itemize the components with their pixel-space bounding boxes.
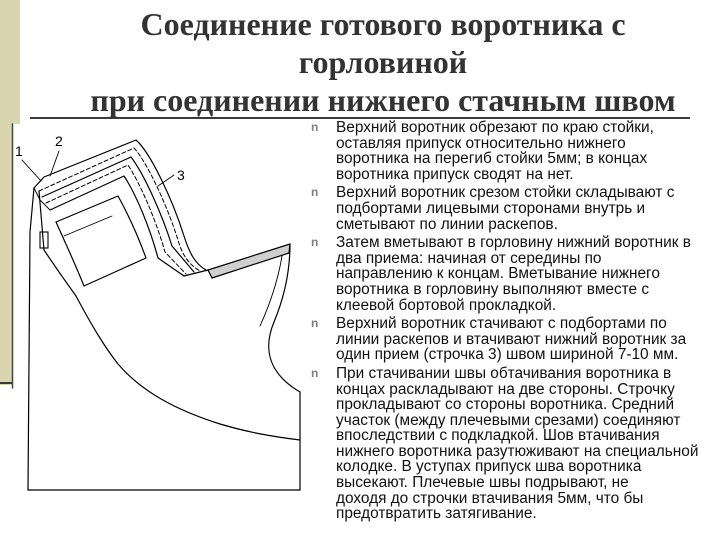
bullet-text-line: линии раскепов и втачивают нижний воротник за (336, 330, 687, 348)
figure-label-3: 3 (177, 167, 185, 183)
bullet-text-line: впоследствии с подкладкой. Шов втачивания (336, 427, 660, 445)
bullet-text-line: клеевой бортовой прокладкой. (336, 296, 557, 314)
bullet-text-line: предотвратить затягивание. (336, 505, 537, 523)
bullet-text-line: воротника на перегиб стойки 5мм; в концах (336, 150, 648, 168)
bullet-square-icon: n (311, 316, 319, 331)
bullet-text-line: доходя до строчки втачивания 5мм, что бы (336, 489, 644, 507)
bullet-text-line: Верхний воротник обрезают по краю стойки, (336, 119, 654, 136)
title-line: при соединении нижнего стачным швом (90, 82, 676, 118)
bullet-square-icon: n (311, 365, 319, 380)
bullet-text-line: При стачивании швы обтачивания воротника в (336, 364, 672, 382)
bullet-text-line: высекают. Плечевые швы подрывают, не (336, 474, 629, 492)
bullet-item (310, 316, 715, 363)
bullet-text-line: оставляя припуск относительно нижнего (336, 134, 626, 152)
bullet-text-line: воротника в горловину выполняют вместе с (336, 280, 650, 298)
bullet-text-line: воротника припуск сводят на нет. (336, 165, 574, 183)
figure-label-2: 2 (55, 133, 63, 149)
bullet-item (310, 120, 715, 182)
title-line: горловиной (298, 44, 468, 80)
bullet-square-icon: n (311, 235, 319, 250)
collar-attachment-drawing (0, 0, 310, 500)
bullet-text-line: участок (между плечевыми срезами) соединяют (336, 411, 681, 429)
bullet-text-line: концах раскладывают на две стороны. Строчку (336, 380, 675, 398)
bullet-text-line: подбортами лицевыми сторонами внутрь и (336, 199, 646, 217)
bullet-text-line: прокладывают со стороны воротника. Средний (336, 396, 675, 414)
bullet-list (310, 120, 715, 525)
bullet-item (310, 366, 715, 522)
bullet-text-line: Верхний воротник срезом стойки складывают с (336, 184, 675, 202)
title-line: Соединение готового воротника с (140, 6, 626, 42)
bullet-item (310, 235, 715, 313)
bullet-text-line: один прием (строчка 3) швом шириной 7-10 мм. (336, 346, 679, 364)
bullet-square-icon: n (311, 120, 319, 134)
bullet-text-line: Верхний воротник стачивают с подбортами по (336, 315, 667, 333)
bullet-text-line: нижнего воротника разутюживают на специальной (336, 442, 699, 460)
bullet-text-line: Затем вметывают в горловину нижний воротник в (336, 234, 691, 252)
bullet-text-line: сметывают по линии раскепов. (336, 215, 558, 233)
bullet-square-icon: n (311, 185, 319, 200)
bullet-text-line: направлению к концам. Вметывание нижнего (336, 265, 660, 283)
drawing-background (12, 124, 302, 496)
bullet-text-line: два приема: начиная от середины по (336, 249, 602, 267)
figure-label-1: 1 (15, 143, 23, 159)
bullet-item (310, 185, 715, 232)
bullet-text-line: колодке. В уступах припуск шва воротника (336, 458, 642, 476)
